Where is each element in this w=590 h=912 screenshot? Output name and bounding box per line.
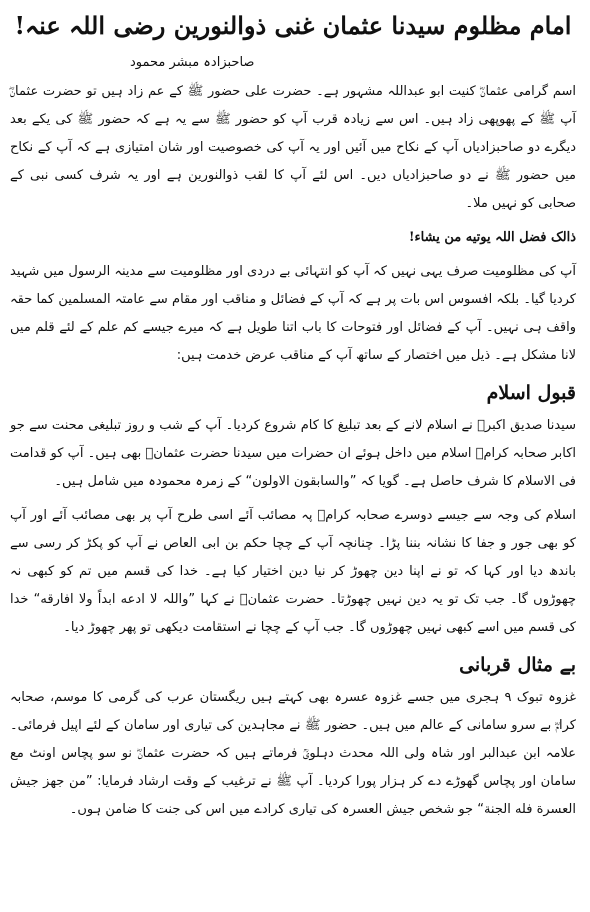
section-heading-acceptance: قبول اسلام bbox=[486, 382, 576, 404]
intro-paragraph-1: اسم گرامی عثمانؓ کنیت ابو عبداللہ مشہور ہے۔ حضرت علی حضور ﷺ کے عم زاد ہیں تو حضرت عثمانؓ آپ ﷺ کے پھوپھی زاد ہیں۔ اس سے زیادہ قرب آپ کو حضور ﷺ سے یہ ہے کہ حضور ﷺ کی یکے بعد دیگرے دو صاحبزادیاں آپ کے نکاح میں آئیں اور یہ آپ کی خصوصیت اور شان امتیازی ہے کہ آپ کے نکاح میں حضور ﷺ نے دو صاحبزادیاں دیں۔ اس لئے آپ کا لقب ذوالنورین ہے اور یہ شرف کسی نبی کے صحابی کو نہیں ملا۔ bbox=[10, 84, 576, 211]
section-heading-sacrifice: بے مثال قربانی bbox=[459, 654, 576, 676]
acceptance-paragraph-2: اسلام کی وجہ سے جیسے دوسرے صحابہ کرامؓ پہ مصائب آئے اسی طرح آپ پر بھی مصائب آئے اور آپ کو بھی جور و جفا کا نشانہ بننا پڑا۔ چنانچہ آپ کے چچا حکم بن ابی العاص نے آپ کو پکڑ کر رسی سے باندھ دیا اور کہا کہ تو نے اپنا دین چھوڑ کر نیا دین اختیار کیا ہے۔ خدا کی قسم میں تم کو کبھی نہ چھوڑوں گا۔ جب تک تو یہ دین نہیں چھوڑتا۔ حضرت عثمانؓ نے کہا ”واللہ لا ادعه ابداً ولا افارقه“ خدا کی قسم میں اسے کبھی نہیں چھوڑوں گا۔ جب آپ کے چچا نے استقامت دیکھی تو پھر چھوڑ دیا۔ bbox=[10, 508, 576, 635]
acceptance-paragraph-1: سیدنا صدیق اکبرؓ نے اسلام لانے کے بعد تبلیغ کا کام شروع کردیا۔ آپ کے شب و روز تبلیغی محنت سے جو اکابر صحابہ کرامؓ اسلام میں داخل ہوئے ان حضرات میں سیدنا حضرت عثمانؓ بھی ہیں۔ آپ کو قدامت فی الاسلام کا شرف حاصل ہے۔ گویا کہ ”والسابقون الاولون“ کے زمرہ محمودہ میں شامل ہیں۔ bbox=[10, 418, 576, 489]
intro-paragraph-2: آپ کی مظلومیت صرف یہی نہیں کہ آپ کو انتہائی بے دردی اور مظلومیت سے مدینہ الرسول میں شہید کردیا گیا۔ بلکہ افسوس اس بات پر ہے کہ آپ کے فضائل و مناقب اور مقام سے عامتہ المسلمین کما حقہ واقف ہی نہیں۔ آپ کے فضائل اور فتوحات کا باب اتنا طویل ہے کہ میرے جیسے کم علم کے لئے قلم میں لانا مشکل ہے۔ ذیل میں اختصار کے ساتھ آپ کے مناقب عرض خدمت ہیں: bbox=[10, 264, 576, 363]
author-byline: صاحبزادہ مبشر محمود bbox=[130, 55, 255, 70]
article-title: امام مظلوم سیدنا عثمان غنی ذوالنورین رضی اللہ عنہ! bbox=[14, 11, 572, 40]
sacrifice-paragraph-1: غزوہ تبوک ۹ ہجری میں جسے غزوہ عسرہ بھی کہتے ہیں ریگستان عرب کی گرمی کا موسم، صحابہ کرامؓ بے سرو سامانی کے عالم میں ہیں۔ حضور ﷺ نے مجاہدین کی تیاری اور سامان کے لئے اپیل فرمائی۔ علامہ ابن عبدالبر اور شاہ ولی اللہ محدث دہلویؒ فرماتے ہیں کہ حضرت عثمانؓ نو سو پچاس اونٹ مع سامان اور پچاس گھوڑے دے کر ہزار پورا کردیا۔ آپ ﷺ نے ترغیب کے وقت ارشاد فرمایا: ”من جهز جيش العسرة فله الجنة“ جو شخص جیش العسرہ کی تیاری کرادے میں اس کی جنت کا ضامن ہوں۔ bbox=[10, 690, 576, 817]
intro-quote: ذالک فضل اللہ یوتیه من یشاء! bbox=[408, 230, 576, 245]
